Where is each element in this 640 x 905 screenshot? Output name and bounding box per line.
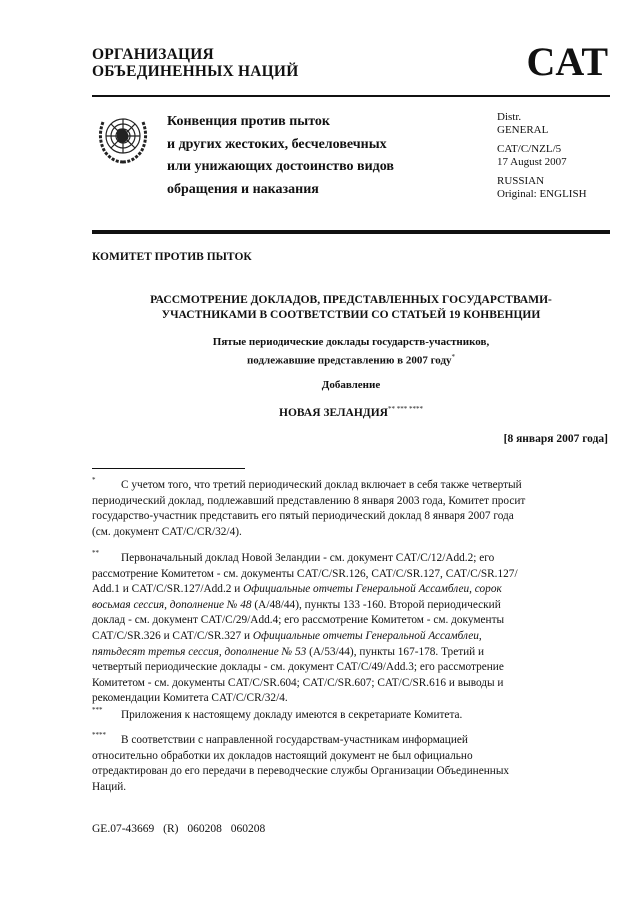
footnote-mark: * (92, 476, 96, 484)
footnote-text: (см. документ CAT/C/CR/32/4). (92, 525, 242, 538)
footnote-mark: **** (92, 731, 106, 739)
footnote-text: отредактирован до его передачи в переводческие службы Организации Объединенных (92, 765, 510, 778)
country-name: НОВАЯ ЗЕЛАНДИЯ (279, 406, 388, 419)
document-series-symbol: CAT (526, 39, 608, 84)
title-line: РАССМОТРЕНИЕ ДОКЛАДОВ, ПРЕДСТАВЛЕННЫХ ГОСУДАРСТВАМИ- (150, 294, 552, 306)
subtitle-line: подлежавшие представлению в 2007 году (246, 354, 452, 367)
organization-name (92, 46, 298, 80)
distr-value: GENERAL (497, 123, 549, 136)
footnote-citation: пятьдесят третья сессия, дополнение № 53 (92, 645, 307, 658)
convention-line: обращения и наказания (167, 181, 319, 197)
header-divider (92, 95, 610, 97)
footnote-citation: Официальные отчеты Генеральной Ассамблеи, (252, 629, 482, 642)
footnote-text: государство-участник представить его пятый периодический доклад 8 января 2007 года (92, 510, 514, 523)
document-title (92, 293, 610, 323)
footnote-text: CAT/C/SR.326 и CAT/C/SR.327 и (92, 629, 253, 642)
footnote-text: Комитетом - см. документы CAT/C/SR.604; CAT/C/SR.607; CAT/C/SR.616 и выводы и (92, 676, 504, 689)
document-subtitle (92, 335, 610, 369)
report-date: [8 января 2007 года] (503, 433, 608, 445)
convention-line: или унижающих достоинство видов (167, 159, 394, 174)
original-language: Original: ENGLISH (497, 187, 587, 200)
footnote-text: В соответствии с направленной государствам-участникам информацией (121, 734, 468, 746)
footnote-text: относительно обработки их докладов настоящий документ не был официально (92, 749, 473, 762)
footnote-text: С учетом того, что третий периодический доклад включает в себя также четвертый (121, 479, 522, 491)
footnote-separator (92, 468, 245, 469)
footnote-text: Первоначальный доклад Новой Зеландии - см. документ CAT/C/12/Add.2; его (121, 552, 495, 564)
footnote-text: доклад - см. документ CAT/C/29/Add.4; его рассмотрение Комитетом - см. документы (92, 614, 505, 627)
footnote-mark: *** (92, 706, 103, 714)
footnote-text: Add.1 и CAT/C/SR.127/Add.2 и (92, 583, 244, 596)
org-line: ОРГАНИЗАЦИЯ (92, 46, 214, 63)
footnote-citation: Официальные отчеты Генеральной Ассамблеи, сорок (243, 583, 502, 596)
footnote-text: Наций. (92, 780, 127, 793)
footnote-text: четвертый периодические доклады - см. документ CAT/C/49/Add.3; его рассмотрение (92, 661, 504, 674)
distribution-block (497, 111, 587, 207)
country-heading (92, 405, 610, 419)
footnote-text: периодический доклад, подлежавший представлению 8 января 2003 года, Комитет просит (92, 494, 526, 507)
footnote-ref[interactable]: * (451, 353, 456, 361)
convention-line: Конвенция против пыток (167, 114, 330, 129)
org-line: ОБЪЕДИНЕННЫХ НАЦИЙ (92, 63, 299, 80)
footnote-citation: восьмая сессия, дополнение № 48 (92, 598, 252, 611)
footnote-text: Приложения к настоящему докладу имеются в секретариате Комитета. (121, 709, 463, 721)
un-emblem-icon (93, 108, 153, 168)
distr-label: Distr. (497, 111, 522, 123)
committee-name: КОМИТЕТ ПРОТИВ ПЫТОК (92, 251, 252, 263)
footnote-text: рекомендации Комитета CAT/C/CR/32/4. (92, 692, 288, 705)
convention-title (167, 111, 394, 201)
document-symbol: CAT/C/NZL/5 (497, 143, 562, 155)
header-thick-divider (92, 230, 610, 234)
footnote-text: рассмотрение Комитетом - см. документы CAT/C/SR.126, CAT/C/SR.127, CAT/C/SR.127/ (92, 567, 518, 580)
addendum-label: Добавление (321, 379, 381, 391)
footnote-refs[interactable]: ** *** **** (387, 405, 423, 413)
footnote-3 (92, 708, 582, 724)
subtitle-line: Пятые периодические доклады государств-участников, (212, 336, 490, 348)
footnote-1 (92, 478, 582, 540)
title-line: УЧАСТНИКАМИ В СООТВЕТСТВИИ СО СТАТЬЕЙ 19 КОНВЕНЦИИ (161, 309, 541, 321)
footnote-2 (92, 551, 582, 707)
document-job-number: GE.07-43669 (R) 060208 060208 (92, 823, 266, 835)
document-language: RUSSIAN (497, 175, 545, 187)
footnote-4 (92, 733, 582, 795)
convention-line: и других жестоких, бесчеловечных (167, 136, 387, 152)
document-date: 17 August 2007 (497, 155, 567, 168)
footnote-mark: ** (92, 549, 99, 557)
footnote-text: (A/48/44), пункты 133 -160. Второй периодический (251, 598, 501, 611)
footnote-text: (A/53/44), пункты 167-178. Третий и (306, 645, 485, 658)
